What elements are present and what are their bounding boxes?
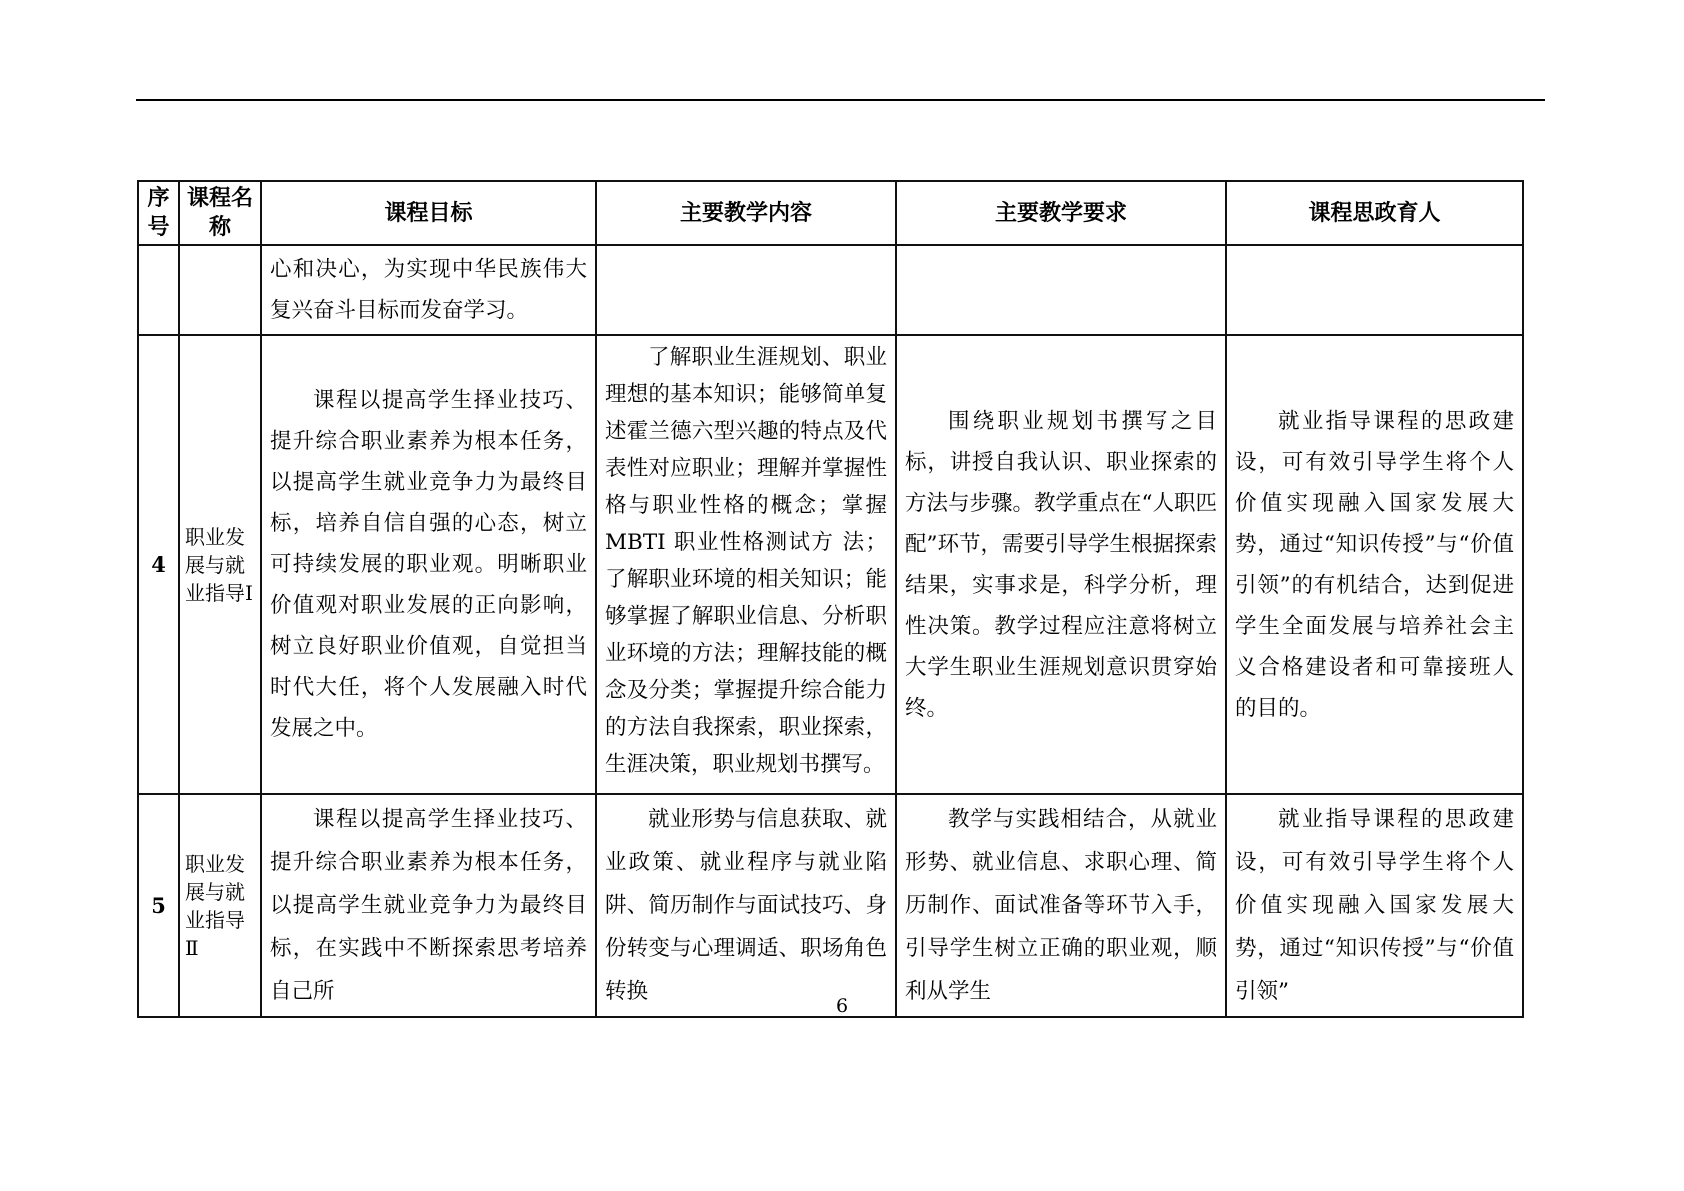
row4-ideology-cell: 就业指导课程的思政建设，可有效引导学生将个人价值实现融入国家发展大势，通过“知识传授”与“价值引领”的有机结合，达到促进学生全面发展与培养社会主义合格建设者和可靠接班人的目的。 bbox=[1226, 335, 1523, 794]
table-header-row bbox=[138, 181, 1523, 245]
page-header-rule bbox=[136, 99, 1545, 101]
header-requirement: 主要教学要求 bbox=[896, 181, 1226, 245]
row5-goal-cell: 课程以提高学生择业技巧、提升综合职业素养为根本任务，以提高学生就业竞争力为最终目标，在实践中不断探索思考培养自己所 bbox=[261, 794, 596, 1017]
row4-goal-cell: 课程以提高学生择业技巧、提升综合职业素养为根本任务，以提高学生就业竞争力为最终目标，培养自信自强的心态，树立可持续发展的职业观。明晰职业价值观对职业发展的正向影响，树立良好职业价值观，自觉担当时代大任，将个人发展融入时代发展之中。 bbox=[261, 335, 596, 794]
course-plan-table bbox=[137, 180, 1524, 1018]
cont-requirement-cell bbox=[896, 245, 1226, 335]
row5-no-cell: 5 bbox=[138, 794, 179, 1017]
table-row-4 bbox=[138, 335, 1523, 794]
table-row-continuation bbox=[138, 245, 1523, 335]
row4-no-cell: 4 bbox=[138, 335, 179, 794]
header-no: 序号 bbox=[138, 181, 179, 245]
row4-name-cell: 职业发展与就业指导Ⅰ bbox=[179, 335, 261, 794]
cont-content-cell bbox=[596, 245, 896, 335]
row5-name-cell: 职业发展与就业指导Ⅱ bbox=[179, 794, 261, 1017]
table-row-5 bbox=[138, 794, 1523, 1017]
header-goal: 课程目标 bbox=[261, 181, 596, 245]
page-number: 6 bbox=[835, 995, 849, 1017]
header-course-name: 课程名称 bbox=[179, 181, 261, 245]
row5-ideology-cell: 就业指导课程的思政建设，可有效引导学生将个人价值实现融入国家发展大势，通过“知识传授”与“价值引领” bbox=[1226, 794, 1523, 1017]
header-ideology: 课程思政育人 bbox=[1226, 181, 1523, 245]
header-content: 主要教学内容 bbox=[596, 181, 896, 245]
row5-requirement-cell: 教学与实践相结合，从就业形势、就业信息、求职心理、简历制作、面试准备等环节入手，引导学生树立正确的职业观，顺利从学生 bbox=[896, 794, 1226, 1017]
row4-content-cell: 了解职业生涯规划、职业理想的基本知识；能够简单复述霍兰德六型兴趣的特点及代表性对应职业；理解并掌握性格与职业性格的概念；掌握MBTI 职业性格测试方 法；了解职业环境的相关知识；能够掌握了解职业信息、分析职业环境的方法；理解技能的概念及分类；掌握提升综合能力的方法自我探索，职业探索，生涯决策，职业规划书撰写。 bbox=[596, 335, 896, 794]
row5-content-cell: 就业形势与信息获取、就业政策、就业程序与就业陷阱、简历制作与面试技巧、身份转变与心理调适、职场角色转换 bbox=[596, 794, 896, 1017]
cont-ideology-cell bbox=[1226, 245, 1523, 335]
cont-name-cell bbox=[179, 245, 261, 335]
cont-goal-cell: 心和决心，为实现中华民族伟大复兴奋斗目标而发奋学习。 bbox=[261, 245, 596, 335]
row4-requirement-cell: 围绕职业规划书撰写之目标，讲授自我认识、职业探索的方法与步骤。教学重点在“人职匹配”环节，需要引导学生根据探索结果，实事求是，科学分析，理性决策。教学过程应注意将树立大学生职业生涯规划意识贯穿始终。 bbox=[896, 335, 1226, 794]
cont-no-cell bbox=[138, 245, 179, 335]
